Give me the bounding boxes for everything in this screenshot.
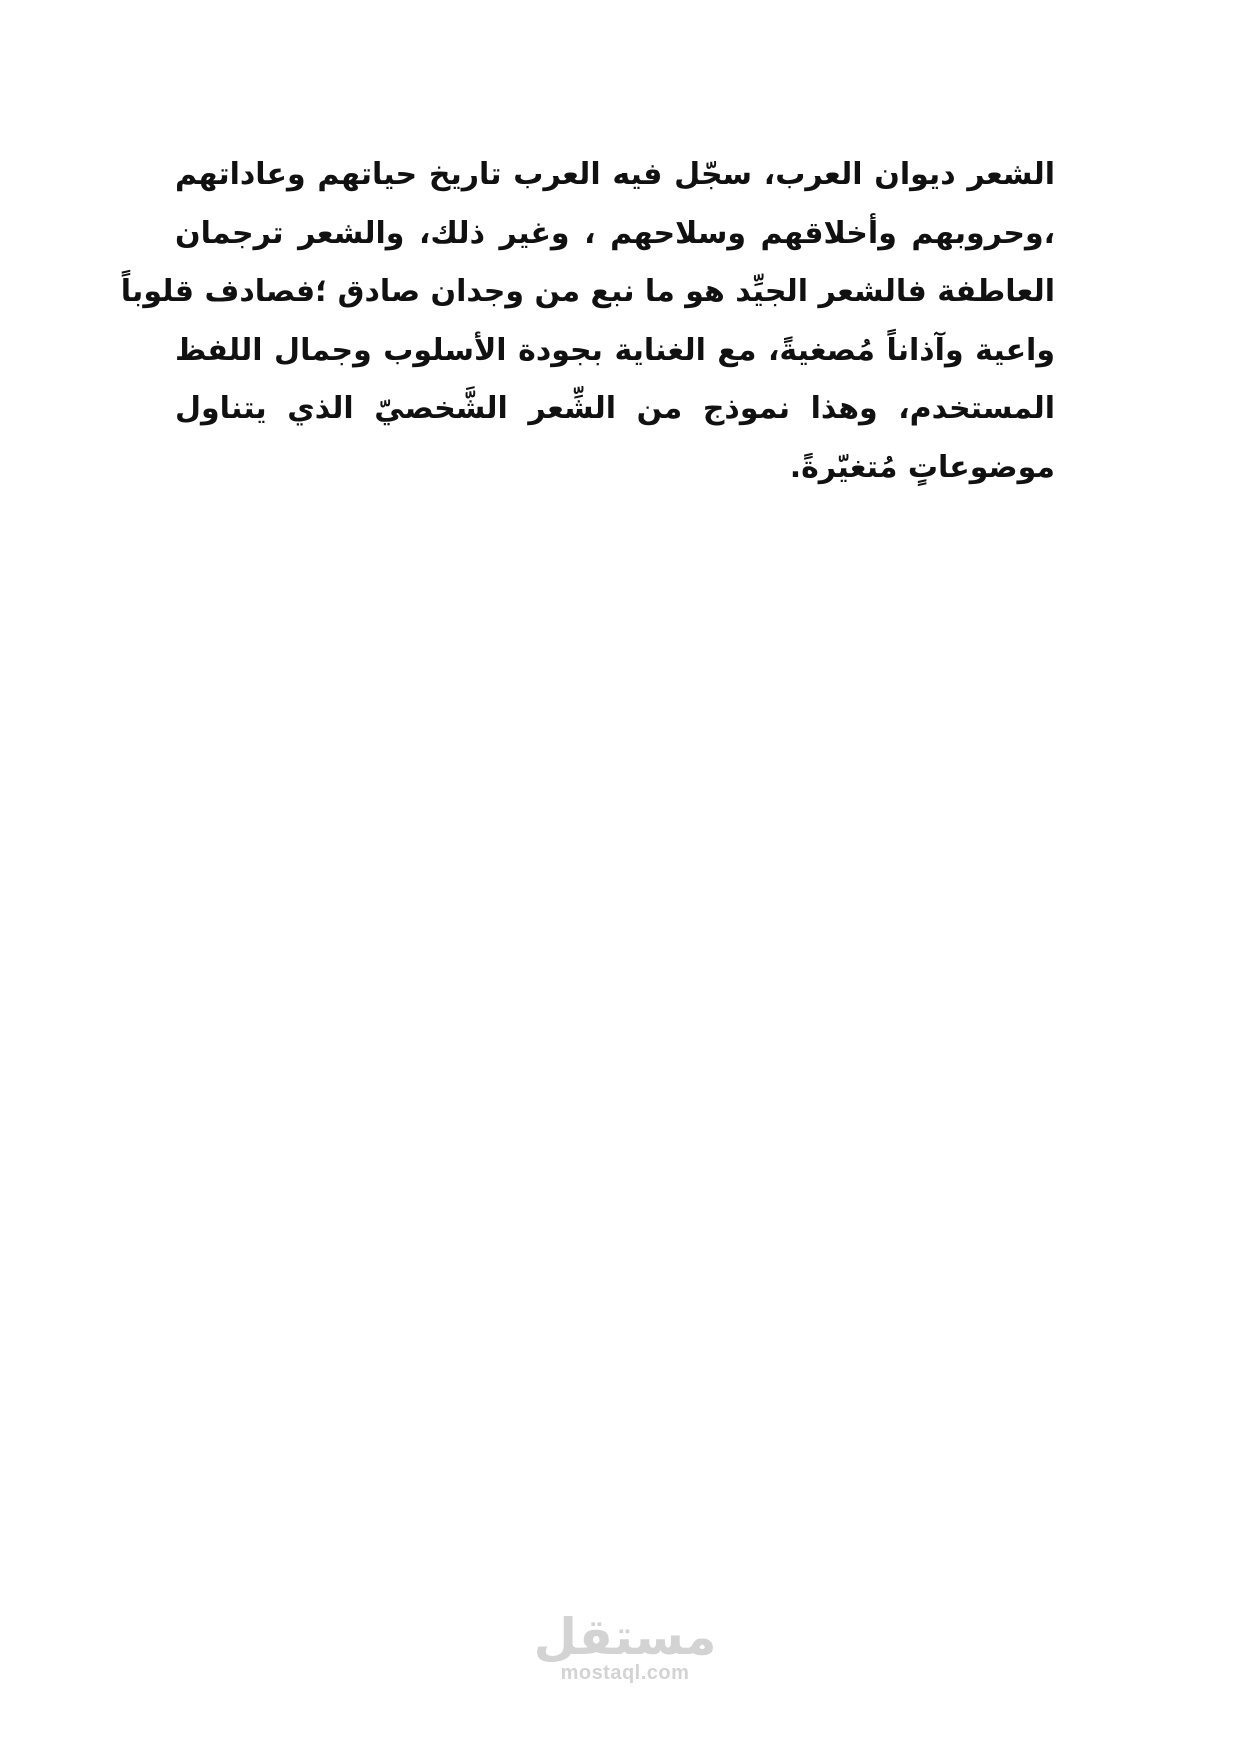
paragraph-line-5: المستخدم، وهذا نموذج من الشِّعر الشَّخصيّ الذي يتناول [175,391,1055,426]
body-paragraph [120,146,1055,497]
watermark-domain-text: mostaql.com [560,1662,690,1684]
paragraph-line-2: ،وحروبهم وأخلاقهم وسلاحهم ، وغير ذلك، والشعر ترجمان [175,215,1055,251]
paragraph-line-1: الشعر ديوان العرب، سجّل فيه العرب تاريخ حياتهم وعاداتهم [175,157,1055,192]
paragraph-line-6: موضوعاتٍ مُتغيّرةً. [789,449,1055,485]
paragraph-line-4: واعية وآذاناً مُصغيةً، مع الغناية بجودة الأسلوب وجمال اللفظ [175,332,1055,368]
watermark-logo-text: مستقل [533,1608,717,1666]
mostaql-watermark [525,1608,725,1684]
paragraph-line-3: العاطفة فالشعر الجيِّد هو ما نبع من وجدان صادق ؛فصادف قلوباً [120,274,1055,309]
